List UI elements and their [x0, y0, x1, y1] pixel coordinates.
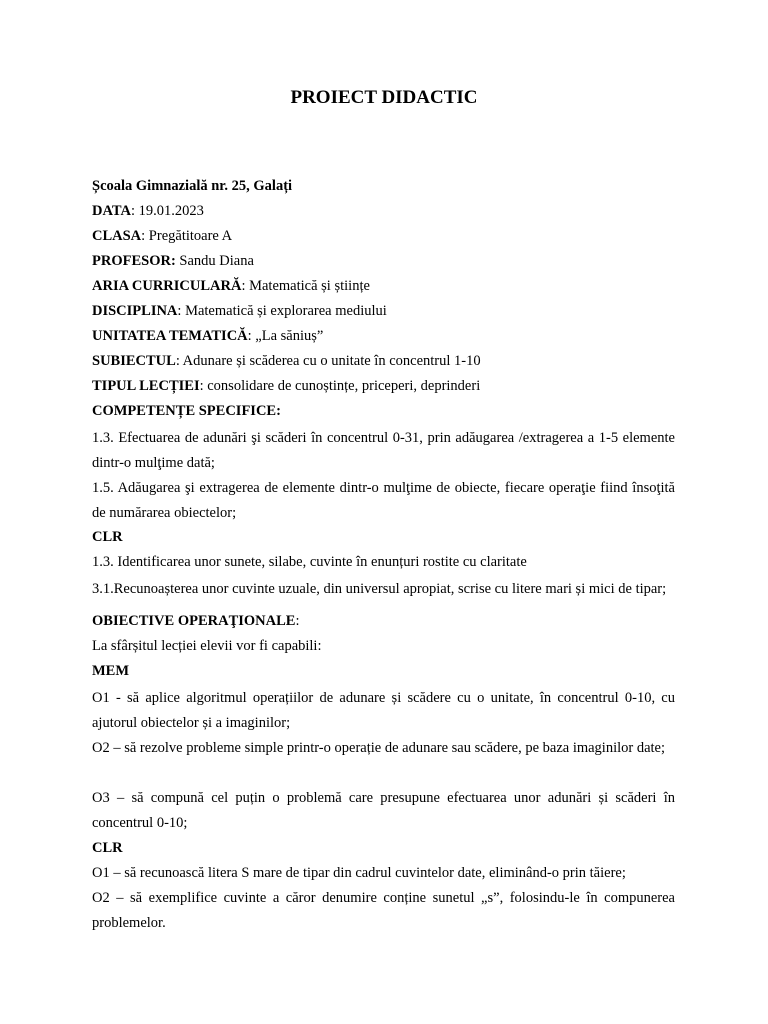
field-class [92, 224, 675, 249]
field-value: : Matematică și științe [241, 278, 370, 294]
field-label: ARIA CURRICULARĂ [92, 278, 242, 294]
objectives-heading-label: OBIECTIVE OPERAŢIONALE [92, 613, 296, 629]
field-label: PROFESOR: [92, 253, 176, 269]
field-label: CLASA [92, 228, 142, 244]
objective-item: O3 – să compună cel puțin o problemă care presupune efectuarea unor adunări și scăderi în concentrul 0-10; [92, 790, 675, 831]
field-value: : „La săniuș” [247, 328, 324, 344]
objective-item: O2 – să exemplifice cuvinte a căror denumire conține sunetul „s”, folosindu-le în compunerea problemelor. [92, 890, 675, 931]
clr-heading: CLR [92, 840, 123, 856]
field-thematic-unit [92, 324, 675, 349]
school-name: Școala Gimnazială nr. 25, Galați [92, 178, 293, 194]
competence-item: 1.5. Adăugarea şi extragerea de elemente dintr-o mulţime de obiecte, fiecare operaţie fiind însoţită de numărarea obiectelor; [92, 480, 675, 521]
objectives-heading-colon: : [295, 613, 300, 629]
competences-heading: COMPETENȚE SPECIFICE: [92, 403, 281, 419]
field-date [92, 199, 675, 224]
objectives-heading [92, 609, 675, 634]
field-value: : 19.01.2023 [130, 203, 204, 219]
field-label: DISCIPLINA [92, 303, 178, 319]
objectives-intro: La sfârșitul lecției elevii vor fi capabili: [92, 638, 322, 654]
objective-item: O2 – să rezolve probleme simple printr-o operație de adunare sau scădere, pe baza imaginilor date; [92, 740, 666, 756]
clr-heading: CLR [92, 529, 123, 545]
competence-item: 1.3. Efectuarea de adunări şi scăderi în concentrul 0-31, prin adăugarea /extragerea a 1-5 elemente dintr-o mulţime dată; [92, 430, 675, 471]
field-value: Sandu Diana [175, 253, 254, 269]
field-value: : consolidare de cunoștințe, priceperi, deprinderi [199, 378, 481, 394]
objective-item: O1 – să recunoască litera S mare de tipar din cadrul cuvintelor date, eliminând-o prin tăiere; [92, 865, 626, 881]
field-curricular-area [92, 274, 675, 299]
mem-heading: MEM [92, 663, 130, 679]
field-label: DATA [92, 203, 131, 219]
field-discipline [92, 299, 675, 324]
field-teacher [92, 249, 675, 274]
document-title: PROIECT DIDACTIC [290, 87, 478, 108]
competence-item: 1.3. Identificarea unor sunete, silabe, cuvinte în enunțuri rostite cu claritate [92, 554, 527, 570]
field-subject [92, 349, 675, 374]
field-value: : Adunare și scăderea cu o unitate în concentrul 1-10 [175, 353, 481, 369]
field-label: UNITATEA TEMATICĂ [92, 328, 248, 344]
field-lesson-type [92, 374, 675, 399]
objective-item: O1 - să aplice algoritmul operațiilor de adunare și scădere cu o unitate, în concentrul 0-10, cu ajutorul obiectelor și a imaginilor; [92, 690, 675, 731]
field-value: : Matematică și explorarea mediului [177, 303, 387, 319]
competence-item: 3.1.Recunoașterea unor cuvinte uzuale, din universul apropiat, scrise cu litere mari și mici de tipar; [92, 581, 667, 597]
field-label: SUBIECTUL [92, 353, 176, 369]
field-value: : Pregătitoare A [141, 228, 233, 244]
field-label: TIPUL LECȚIEI [92, 378, 200, 394]
